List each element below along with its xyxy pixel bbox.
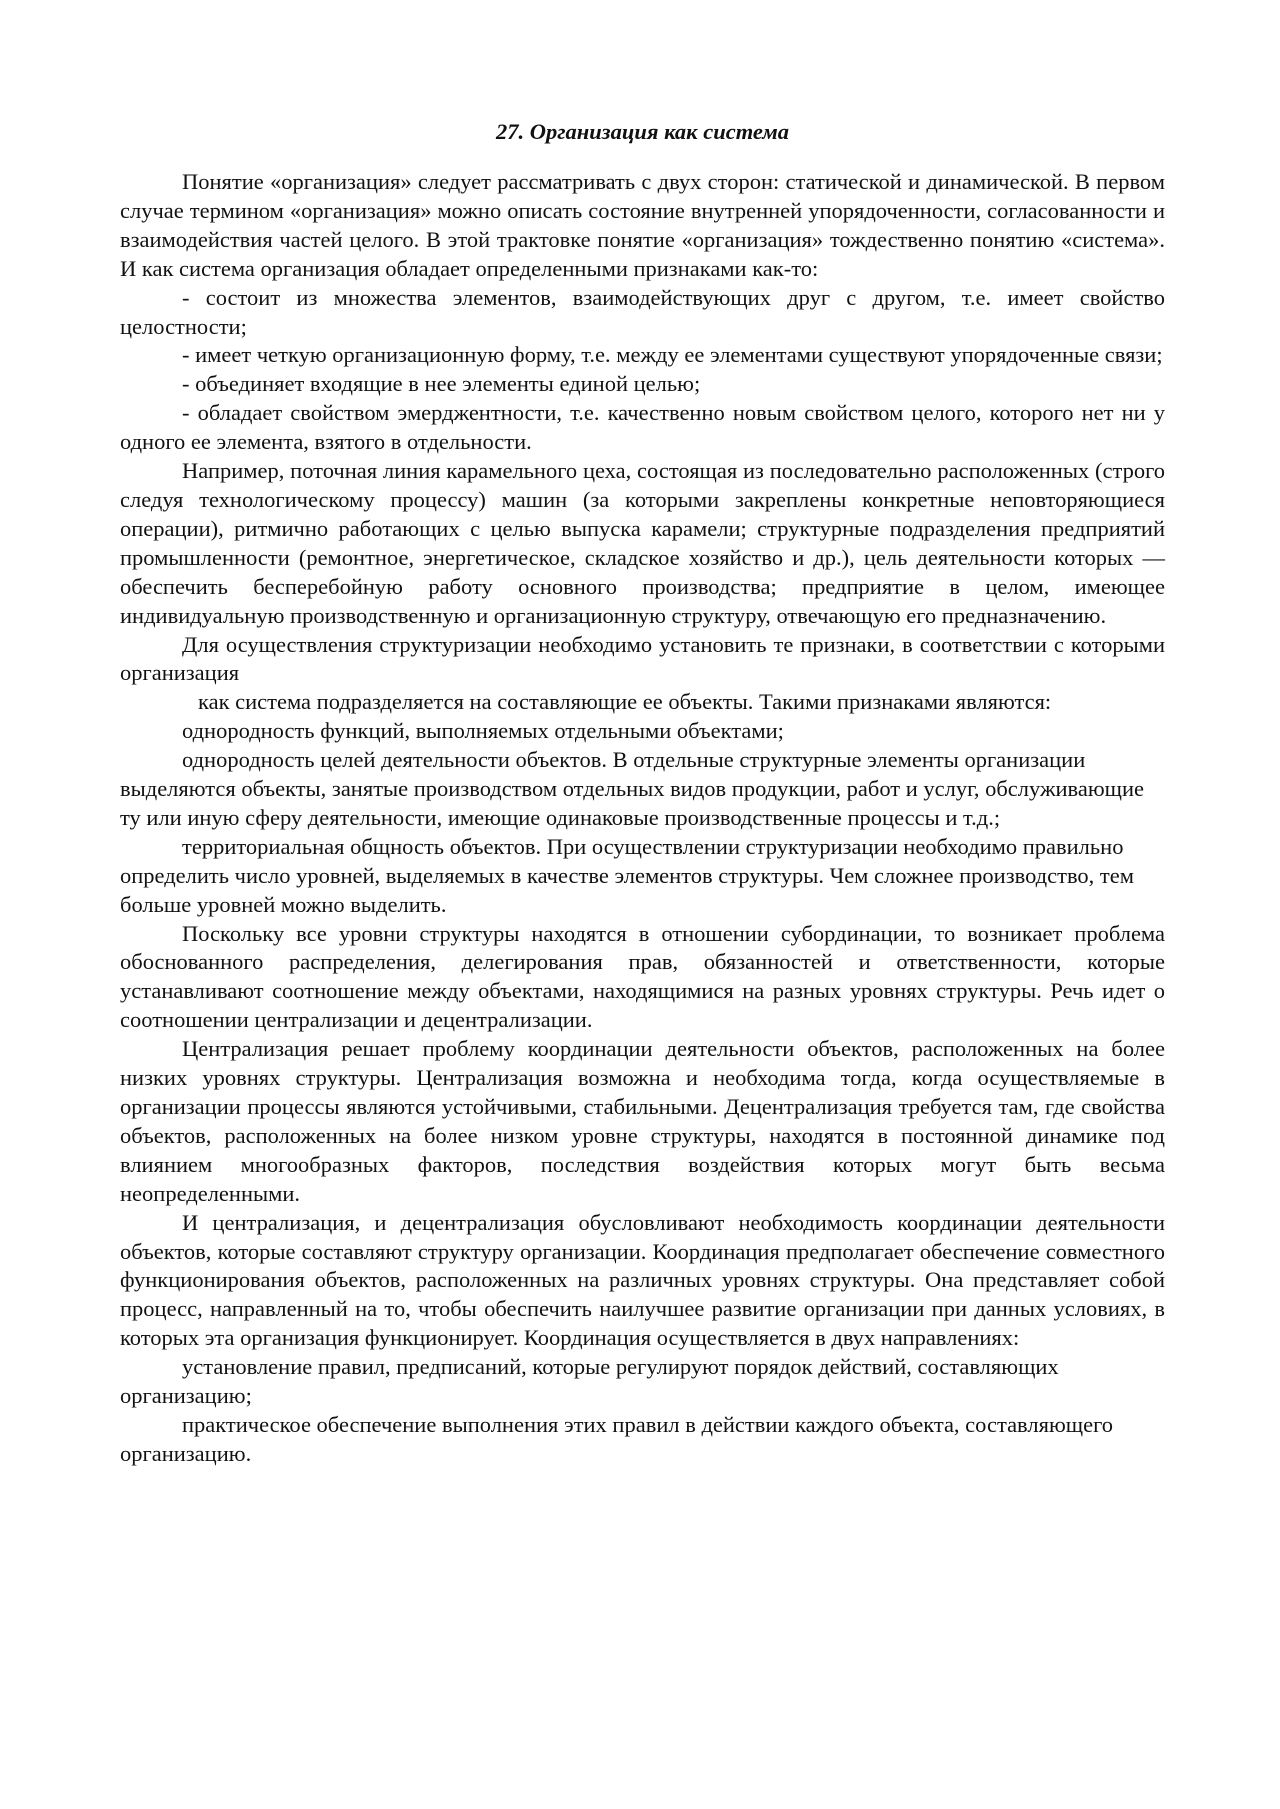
- list-item-form: - имеет четкую организационную форму, т.е. между ее элементами существуют упорядоченные связи;: [182, 342, 1163, 368]
- list-item-integrity: - состоит из множества элементов, взаимодействующих друг с другом, т.е. имеет свойство целостности;: [120, 284, 1165, 339]
- paragraph-structuring: Для осуществления структуризации необходимо установить те признаки, в соответствии с которыми организация: [120, 631, 1165, 686]
- paragraph-subordination: Поскольку все уровни структуры находятся в отношении субординации, то возникает проблема обоснованного распределения, делегирования прав, обязанностей и ответственности, которые устанавливают соотношение между объектами, находящимися на разных уровнях структуры. Речь идет о соотношении централизации и децентрализации.: [120, 920, 1165, 1033]
- criterion-functions: однородность функций, выполняемых отдельными объектами;: [182, 718, 784, 744]
- document-page: [120, 118, 1165, 1469]
- document-title: 27. Организация как система: [496, 119, 789, 144]
- coordination-direction-practice: практическое обеспечение выполнения этих правил в действии каждого объекта, составляющего организацию.: [120, 1411, 1114, 1466]
- paragraph-intro: Понятие «организация» следует рассматривать с двух сторон: статической и динамической. В первом случае термином «организация» можно описать состояние внутренней упорядоченности, согласованности и взаимодействия частей целого. В этой трактовке понятие «организация» тождественно понятию «система». И как система организация обладает определенными признаками как-то:: [120, 169, 1165, 281]
- paragraph-structuring-cont: как система подразделяется на составляющие ее объекты. Такими признаками являются:: [198, 689, 1052, 715]
- criterion-goals: однородность целей деятельности объектов. В отдельные структурные элементы организации выделяются объекты, занятые производством отдельных видов продукции, работ и услуг, обслуживающие ту или иную сферу деятельности, имеющие одинаковые производственные процессы и т.д.;: [120, 747, 1145, 830]
- paragraph-example: Например, поточная линия карамельного цеха, состоящая из последовательно расположенных (строго следуя технологическому процессу) машин (за которыми закреплены конкретные неповторяющиеся операции), ритмично работающих с целью выпуска карамели; структурные подразделения предприятий промышленности (ремонтное, энергетическое, складское хозяйство и др.), цель деятельности которых — обеспечить бесперебойную работу основного производства; предприятие в целом, имеющее индивидуальную производственную и организационную структуру, отвечающую его предназначению.: [120, 458, 1165, 628]
- paragraph-centralization: Централизация решает проблему координации деятельности объектов, расположенных на более низких уровнях структуры. Централизация возможна и необходима тогда, когда осуществляемые в организации процессы являются устойчивыми, стабильными. Децентрализация требуется там, где свойства объектов, расположенных на более низком уровне структуры, находятся в постоянной динамике под влиянием многообразных факторов, последствия воздействия которых могут быть весьма неопределенными.: [120, 1036, 1165, 1206]
- list-item-goal: - объединяет входящие в нее элементы единой целью;: [182, 371, 701, 397]
- coordination-direction-rules: установление правил, предписаний, которые регулируют порядок действий, составляющих организацию;: [120, 1354, 1059, 1409]
- list-item-emergence: - обладает свойством эмерджентности, т.е. качественно новым свойством целого, которого нет ни у одного ее элемента, взятого в отдельности.: [120, 400, 1165, 455]
- paragraph-coordination: И централизация, и децентрализация обусловливают необходимость координации деятельности объектов, которые составляют структуру организации. Координация предполагает обеспечение совместного функционирования объектов, расположенных на различных уровнях структуры. Она представляет собой процесс, направленный на то, чтобы обеспечить наилучшее развитие организации при данных условиях, в которых эта организация функционирует. Координация осуществляется в двух направлениях:: [120, 1209, 1165, 1351]
- criterion-territory: территориальная общность объектов. При осуществлении структуризации необходимо правильно определить число уровней, выделяемых в качестве элементов структуры. Чем сложнее производство, тем больше уровней можно выделить.: [120, 833, 1134, 917]
